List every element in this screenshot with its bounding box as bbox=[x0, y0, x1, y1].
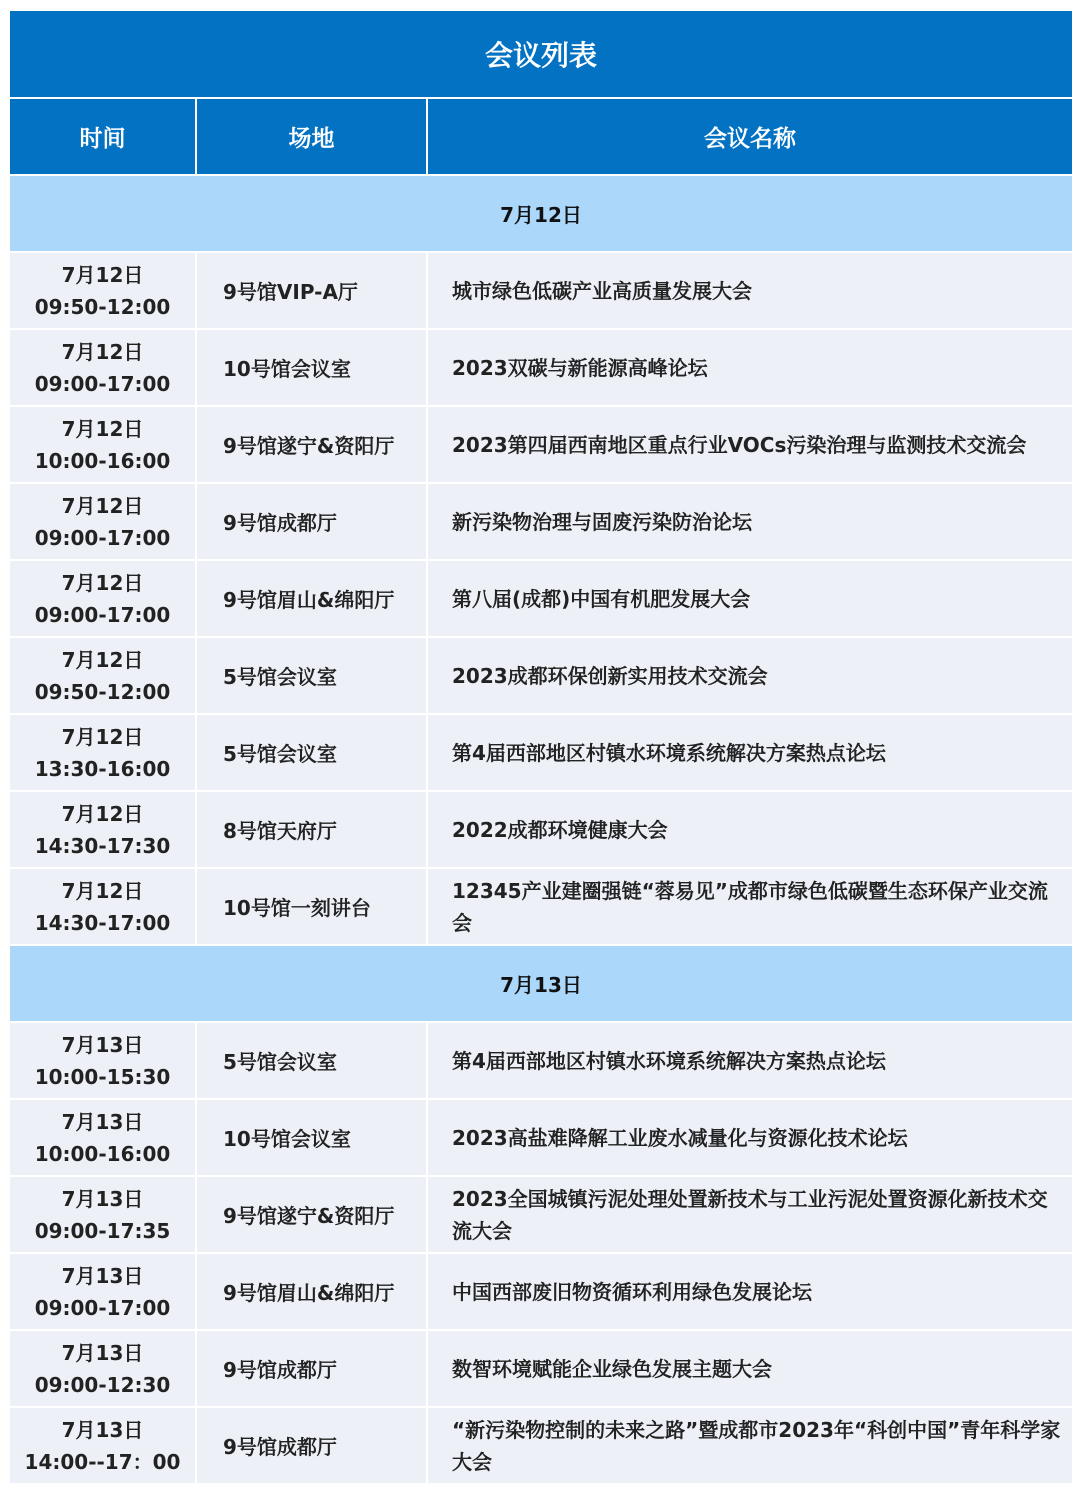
venue-cell: 10号馆会议室 bbox=[196, 1099, 427, 1176]
table-title: 会议列表 bbox=[9, 10, 1073, 98]
meeting-name-cell: 2023全国城镇污泥处理处置新技术与工业污泥处置资源化新技术交流大会 bbox=[427, 1176, 1073, 1253]
table-row bbox=[9, 329, 1073, 406]
meeting-name-cell: 第八届(成都)中国有机肥发展大会 bbox=[427, 560, 1073, 637]
meeting-date: 7月12日 bbox=[61, 724, 144, 749]
meeting-time: 13:30-16:00 bbox=[34, 756, 171, 781]
venue-cell: 5号馆会议室 bbox=[196, 1022, 427, 1099]
table-row bbox=[9, 868, 1073, 945]
header-time: 时间 bbox=[9, 98, 196, 175]
table-row bbox=[9, 560, 1073, 637]
header-venue: 场地 bbox=[196, 98, 427, 175]
table-row bbox=[9, 483, 1073, 560]
meeting-date: 7月13日 bbox=[61, 1032, 144, 1057]
meeting-date: 7月12日 bbox=[61, 647, 144, 672]
meeting-time: 10:00-16:00 bbox=[34, 1141, 171, 1166]
meeting-time: 09:00-17:00 bbox=[34, 525, 171, 550]
day-label: 7月12日 bbox=[9, 175, 1073, 252]
venue-cell: 5号馆会议室 bbox=[196, 714, 427, 791]
meeting-name-cell: 数智环境赋能企业绿色发展主题大会 bbox=[427, 1330, 1073, 1407]
venue-cell: 10号馆会议室 bbox=[196, 329, 427, 406]
venue-cell: 9号馆眉山&绵阳厅 bbox=[196, 1253, 427, 1330]
table-body bbox=[9, 175, 1073, 1484]
meeting-name-cell: 第4届西部地区村镇水环境系统解决方案热点论坛 bbox=[427, 714, 1073, 791]
table-row bbox=[9, 791, 1073, 868]
table-row bbox=[9, 714, 1073, 791]
table-row bbox=[9, 1330, 1073, 1407]
table-row bbox=[9, 1099, 1073, 1176]
time-cell bbox=[9, 406, 196, 483]
time-cell bbox=[9, 483, 196, 560]
meeting-name-cell: 2023高盐难降解工业废水减量化与资源化技术论坛 bbox=[427, 1099, 1073, 1176]
time-cell bbox=[9, 1176, 196, 1253]
meeting-name-cell: 城市绿色低碳产业高质量发展大会 bbox=[427, 252, 1073, 329]
time-cell bbox=[9, 252, 196, 329]
time-cell bbox=[9, 329, 196, 406]
header-name: 会议名称 bbox=[427, 98, 1073, 175]
day-label: 7月13日 bbox=[9, 945, 1073, 1022]
venue-cell: 9号馆遂宁&资阳厅 bbox=[196, 1176, 427, 1253]
title-row bbox=[9, 10, 1073, 98]
meeting-time: 09:50-12:00 bbox=[34, 679, 171, 704]
meeting-time: 09:00-17:35 bbox=[34, 1218, 171, 1243]
venue-cell: 9号馆成都厅 bbox=[196, 1330, 427, 1407]
day-separator-row bbox=[9, 175, 1073, 252]
meeting-time: 09:00-17:00 bbox=[34, 602, 171, 627]
venue-cell: 9号馆成都厅 bbox=[196, 1407, 427, 1484]
venue-cell: 8号馆天府厅 bbox=[196, 791, 427, 868]
meeting-name-cell: 2023第四届西南地区重点行业VOCs污染治理与监测技术交流会 bbox=[427, 406, 1073, 483]
table-row bbox=[9, 252, 1073, 329]
venue-cell: 9号馆遂宁&资阳厅 bbox=[196, 406, 427, 483]
meeting-time: 09:00-17:00 bbox=[34, 371, 171, 396]
time-cell bbox=[9, 560, 196, 637]
meeting-name-cell: 2023成都环保创新实用技术交流会 bbox=[427, 637, 1073, 714]
meeting-time: 14:30-17:00 bbox=[34, 910, 171, 935]
meeting-name-cell: 2023双碳与新能源高峰论坛 bbox=[427, 329, 1073, 406]
meeting-date: 7月12日 bbox=[61, 878, 144, 903]
header-row bbox=[9, 98, 1073, 175]
table-row bbox=[9, 1022, 1073, 1099]
meeting-name-cell: 2022成都环境健康大会 bbox=[427, 791, 1073, 868]
time-cell bbox=[9, 1022, 196, 1099]
meeting-name-cell: 新污染物治理与固废污染防治论坛 bbox=[427, 483, 1073, 560]
time-cell bbox=[9, 637, 196, 714]
meeting-date: 7月13日 bbox=[61, 1186, 144, 1211]
venue-cell: 10号馆一刻讲台 bbox=[196, 868, 427, 945]
meeting-date: 7月13日 bbox=[61, 1263, 144, 1288]
meeting-table bbox=[8, 9, 1074, 1485]
table-row bbox=[9, 406, 1073, 483]
venue-cell: 5号馆会议室 bbox=[196, 637, 427, 714]
time-cell bbox=[9, 868, 196, 945]
time-cell bbox=[9, 1330, 196, 1407]
meeting-name-cell: 中国西部废旧物资循环利用绿色发展论坛 bbox=[427, 1253, 1073, 1330]
meeting-time: 14:30-17:30 bbox=[34, 833, 171, 858]
meeting-time: 09:50-12:00 bbox=[34, 294, 171, 319]
meeting-time: 09:00-17:00 bbox=[34, 1295, 171, 1320]
meeting-date: 7月12日 bbox=[61, 570, 144, 595]
time-cell bbox=[9, 1407, 196, 1484]
meeting-time: 10:00-15:30 bbox=[34, 1064, 171, 1089]
meeting-date: 7月13日 bbox=[61, 1340, 144, 1365]
table-row bbox=[9, 637, 1073, 714]
meeting-name-cell: 第4届西部地区村镇水环境系统解决方案热点论坛 bbox=[427, 1022, 1073, 1099]
meeting-time: 14:00--17：00 bbox=[24, 1449, 181, 1474]
table-row bbox=[9, 1176, 1073, 1253]
table-row bbox=[9, 1253, 1073, 1330]
day-separator-row bbox=[9, 945, 1073, 1022]
meeting-time: 09:00-12:30 bbox=[34, 1372, 171, 1397]
meeting-date: 7月12日 bbox=[61, 493, 144, 518]
venue-cell: 9号馆成都厅 bbox=[196, 483, 427, 560]
meeting-date: 7月13日 bbox=[61, 1109, 144, 1134]
venue-cell: 9号馆眉山&绵阳厅 bbox=[196, 560, 427, 637]
time-cell bbox=[9, 1253, 196, 1330]
meeting-time: 10:00-16:00 bbox=[34, 448, 171, 473]
time-cell bbox=[9, 1099, 196, 1176]
meeting-name-cell: 12345产业建圈强链“蓉易见”成都市绿色低碳暨生态环保产业交流会 bbox=[427, 868, 1073, 945]
meeting-date: 7月12日 bbox=[61, 262, 144, 287]
meeting-date: 7月12日 bbox=[61, 801, 144, 826]
meeting-date: 7月12日 bbox=[61, 416, 144, 441]
venue-cell: 9号馆VIP-A厅 bbox=[196, 252, 427, 329]
meeting-name-cell: “新污染物控制的未来之路”暨成都市2023年“科创中国”青年科学家大会 bbox=[427, 1407, 1073, 1484]
meeting-date: 7月13日 bbox=[61, 1417, 144, 1442]
table-row bbox=[9, 1407, 1073, 1484]
time-cell bbox=[9, 791, 196, 868]
time-cell bbox=[9, 714, 196, 791]
meeting-date: 7月12日 bbox=[61, 339, 144, 364]
